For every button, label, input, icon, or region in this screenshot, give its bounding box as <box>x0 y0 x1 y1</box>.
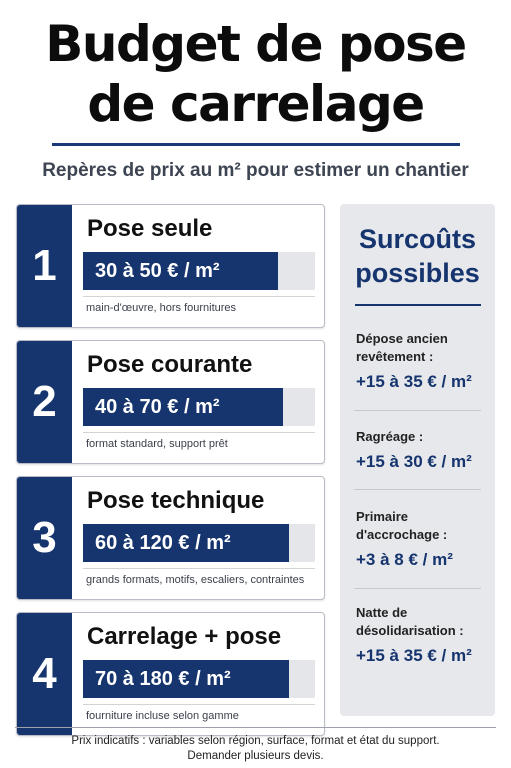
card-title: Carrelage + pose <box>87 623 282 650</box>
card-note: grands formats, motifs, escaliers, contraintes <box>86 574 305 586</box>
extra-cost-label: Primaire d'accrochage : <box>356 509 448 542</box>
price-range: 40 à 70 € / m² <box>95 396 220 418</box>
price-bar-track <box>83 524 315 562</box>
extra-cost-divider <box>354 489 481 490</box>
card-divider <box>83 704 315 705</box>
extra-cost-value: +3 à 8 € / m² <box>356 550 453 569</box>
price-bar-track <box>83 660 315 698</box>
extra-cost-label: Ragréage : <box>356 429 424 444</box>
footer-divider <box>15 727 496 728</box>
page-subtitle: Repères de prix au m² pour estimer un chantier <box>42 160 469 181</box>
title-line-2: de carrelage <box>87 75 424 133</box>
price-range: 60 à 120 € / m² <box>95 532 231 554</box>
footer-line-2: Demander plusieurs devis. <box>187 750 324 762</box>
card-note: fourniture incluse selon gamme <box>86 710 239 722</box>
price-card-pose-technique <box>16 476 325 600</box>
card-number: 1 <box>17 205 72 327</box>
price-card-pose-courante <box>16 340 325 464</box>
extra-cost-value: +15 à 35 € / m² <box>356 372 472 391</box>
extra-cost-label: Dépose ancien revêtement : <box>356 331 448 364</box>
price-range: 70 à 180 € / m² <box>95 668 231 690</box>
price-card-carrelage-pose <box>16 612 325 736</box>
extra-costs-title-line-2: possibles <box>355 258 480 288</box>
price-card-pose-seule <box>16 204 325 328</box>
card-title: Pose courante <box>87 351 253 378</box>
extra-cost-item <box>356 604 486 666</box>
footer-note <box>0 734 511 764</box>
extra-costs-title-rule <box>355 304 481 306</box>
extra-costs-title-line-1: Surcoûts <box>358 224 477 254</box>
card-title: Pose technique <box>87 487 265 514</box>
card-divider <box>83 568 315 569</box>
card-note: format standard, support prêt <box>86 438 228 450</box>
card-title: Pose seule <box>87 215 213 242</box>
extra-cost-value: +15 à 30 € / m² <box>356 452 472 471</box>
page-title <box>0 14 511 134</box>
extra-cost-item <box>356 330 486 392</box>
card-number: 2 <box>17 341 72 463</box>
extra-cost-item <box>356 428 486 472</box>
card-divider <box>83 432 315 433</box>
card-divider <box>83 296 315 297</box>
title-line-1: Budget de pose <box>45 15 466 73</box>
footer-line-1: Prix indicatifs : variables selon région, surface, format et état du support. <box>71 735 440 747</box>
extra-costs-panel <box>340 204 495 716</box>
card-number: 4 <box>17 613 72 735</box>
extra-cost-divider <box>354 588 481 589</box>
price-range: 30 à 50 € / m² <box>95 260 220 282</box>
price-bar-track <box>83 252 315 290</box>
title-underline <box>52 143 460 146</box>
card-number: 3 <box>17 477 72 599</box>
extra-cost-item <box>356 508 486 570</box>
extra-costs-title <box>340 222 495 290</box>
extra-cost-label: Natte de désolidarisation : <box>356 605 464 638</box>
extra-cost-divider <box>354 410 481 411</box>
card-note: main-d'œuvre, hors fournitures <box>86 302 237 314</box>
price-bar-track <box>83 388 315 426</box>
extra-cost-value: +15 à 35 € / m² <box>356 646 472 665</box>
